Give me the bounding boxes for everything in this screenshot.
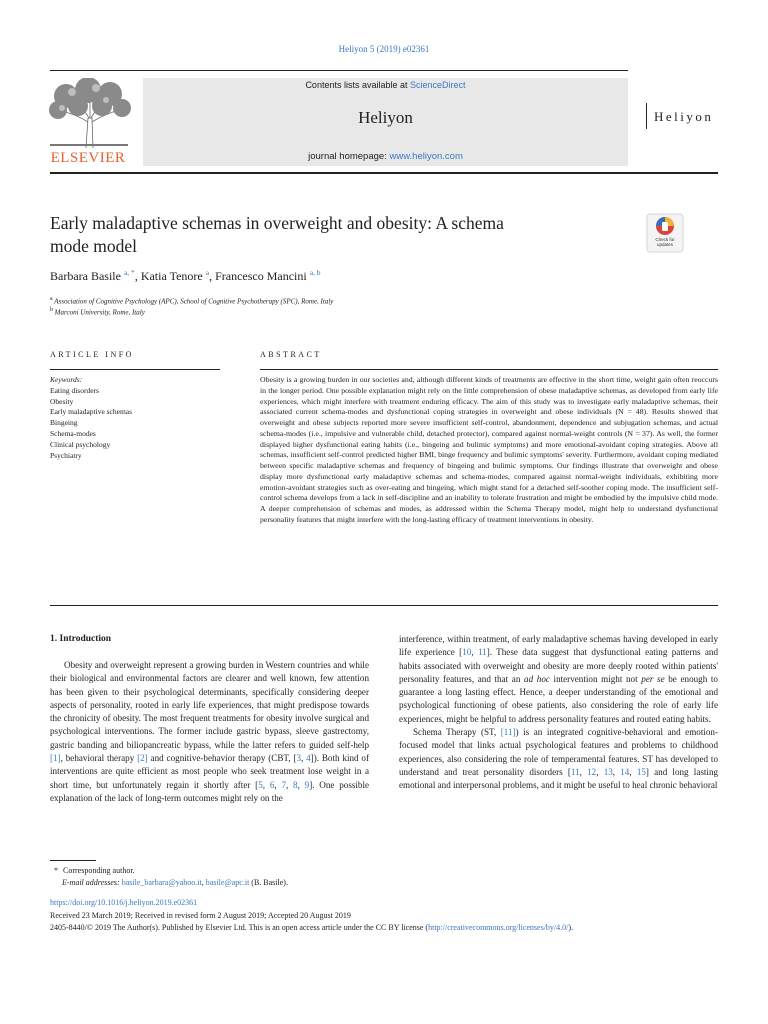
intro-paragraph: Obesity and overweight represent a growing burden in Western countries and while their biological and environmental factors are clearer and well known, few attention has been given to their psychological determinants, specifically considering deeper aspects of personality, rooted in early life experiences, that might predispose towards the chronicity of obesity. The most frequent treatments for obesity involve surgical and psychological interventions. The former include gastric bypass, sleeve gastrectomy, gastric banding and biliopancreatic bypass, while the latter refers to guided self-help [1], behavioral therapy [2] and cognitive-behavior therapy (CBT, [3, 4]). Both kind of interventions are quite efficient as most people who seek treatment lose weight in a short time, but unfortunately regain it shortly after [5, 6, 7, 8, 9]. One possible explanation of the lack of long-term outcomes might rely on the [50, 660, 370, 803]
author-affiliation-mark[interactable]: a [205, 268, 210, 277]
article-info-rule [50, 369, 220, 370]
citation-link[interactable]: 9 [304, 779, 310, 790]
email-link[interactable]: basile_barbara@yahoo.it [121, 878, 202, 887]
intro-paragraph: Schema Therapy (ST, [11]) is an integrated cognitive-behavioral and emotion-focused model that links actual psychological features and problems to childhood experiences, also considering the role of temperamental features. ST has developed to understand and treat personality disorders [11, 12, 13, 14, 15] and long lasting emotional and interpersonal problems, and it might be useful to heal chronic behavioral [399, 727, 719, 791]
banner-bottom-rule [50, 172, 718, 174]
license-link[interactable]: http://creativecommons.org/licenses/by/4.0/ [428, 923, 569, 932]
author-name: Katia Tenore [140, 269, 203, 283]
intro-paragraph: interference, within treatment, of early maladaptive schemas having developed in early life experience [10, 11]. These data suggest that dysfunctional eating patterns and habits associated with overweight and obesity are more deeply rooted within patients' personality features, and that an ad hoc intervention might not per se be enough to guarantee a long lasting effect. Hence, a deeper understanding of the emotional and psychological functioning of obese patients, also considering the role of early life experiences, might be helpful to address personality features and routed eating habits. [399, 634, 718, 724]
check-for-updates-badge[interactable] [646, 213, 684, 253]
introduction-heading: 1. Introduction [50, 634, 112, 644]
homepage-line [143, 151, 628, 162]
homepage-link[interactable]: www.heliyon.com [389, 151, 463, 162]
sciencedirect-link[interactable]: ScienceDirect [410, 80, 466, 90]
keyword-item: Schema-modes [50, 428, 96, 438]
title-line-2: mode model [50, 236, 137, 256]
author-name: Barbara Basile [50, 269, 121, 283]
citation-link[interactable]: 12 [587, 766, 597, 777]
check-for-updates-icon [646, 213, 684, 253]
citation-link[interactable]: 15 [636, 766, 646, 777]
contents-prefix: Contents lists available at [305, 80, 408, 90]
footnote-rule [50, 860, 96, 861]
intro-left-column [50, 659, 369, 805]
received-dates: Received 23 March 2019; Received in revised form 2 August 2019; Accepted 20 August 2019 [50, 911, 351, 920]
brand-divider [646, 103, 647, 129]
author-name: Francesco Mancini [215, 269, 307, 283]
citation-link[interactable]: 11 [570, 766, 580, 777]
contents-line [143, 80, 628, 90]
citation-link[interactable]: 11 [477, 647, 487, 658]
citation-link[interactable]: [1] [50, 753, 61, 764]
heliyon-brand-logo: Heliyon [654, 109, 714, 124]
email-addresses: E-mail addresses: basile_barbara@yahoo.it, basile@apc.it (B. Basile). [62, 878, 288, 887]
citation-link[interactable]: [11] [500, 727, 516, 738]
journal-citation[interactable]: Heliyon 5 (2019) e02361 [338, 44, 430, 54]
keyword-item: Early maladaptive schemas [50, 407, 133, 417]
citation-link[interactable]: 4 [306, 753, 311, 764]
license-line: 2405-8440/© 2019 The Author(s). Published by Elsevier Ltd. This is an open access article under the CC BY license (http://creativecommons.org/licenses/by/4.0/). [50, 923, 574, 932]
abstract-heading: ABSTRACT [260, 350, 322, 359]
badge-label: Check for updates [655, 237, 675, 247]
keyword-item: Bingeing [50, 418, 78, 428]
keyword-item: Obesity [50, 396, 74, 406]
keywords-label: Keywords: [50, 375, 83, 384]
email-link[interactable]: basile@apc.it [205, 878, 250, 887]
affiliation-b: $^b$ Marconi University, Rome, Italy [50, 307, 145, 317]
citation-link[interactable]: 13 [603, 766, 613, 777]
keywords-list [50, 375, 132, 461]
abstract-rule [260, 369, 718, 370]
citation-link[interactable]: 3 [296, 753, 301, 764]
keyword-item: Clinical psychology [50, 439, 111, 449]
homepage-prefix: journal homepage: [308, 151, 387, 162]
keyword-item: Eating disorders [50, 385, 99, 395]
citation-link[interactable]: [2] [137, 753, 148, 764]
intro-right-column [399, 633, 718, 793]
article-title [50, 212, 580, 258]
header-rule [50, 70, 628, 71]
author-affiliation-mark[interactable]: a, b [309, 268, 321, 277]
journal-name: Heliyon [358, 108, 413, 127]
citation-link[interactable]: 6 [269, 779, 275, 790]
abstract-bottom-rule [50, 605, 718, 606]
author-list: Barbara Basile $^{a, *}$, Katia Tenore $^a$, Francesco Mancini $^{a, b}$ [50, 268, 321, 283]
citation-link[interactable]: 5 [258, 779, 263, 790]
article-info-heading: ARTICLE INFO [50, 350, 134, 359]
citation-link[interactable]: 14 [620, 766, 630, 777]
citation-link[interactable]: 8 [293, 779, 298, 790]
citation-link[interactable]: 10 [462, 647, 472, 658]
affiliation-a: $^a$ Association of Cognitive Psychology (APC), School of Cognitive Psychotherapy (SPC), Rome, Italy [50, 296, 334, 306]
elsevier-wordmark: ELSEVIER [50, 150, 126, 166]
title-line-1: Early maladaptive schemas in overweight and obesity: A schema [50, 213, 504, 233]
doi-link[interactable]: https://doi.org/10.1016/j.heliyon.2019.e02361 [50, 898, 198, 907]
citation-link[interactable]: 7 [281, 779, 286, 790]
abstract-text: Obesity is a growing burden in our societies and, although different kinds of treatments are effective in the short time, weight gain often reoccurs in the longer period. One possible explanation might rely on the little comprehension of obese maladaptive schemas, as developed from early life experiences, which might interfere with treatment enduring efficacy. The aim of this study was to investigate early maladaptive schemas, their associated current schema-modes and dysfunctional coping strategies in overweight and obese individuals (N = 48). Results showed that overweight and obese subjects reported more severe insufficient self-control, abandonment, dependence and subjugation schemas, and actual schema-modes (i.e., impulsive and vulnerable child, detached protector), compared against normal-weight controls (N = 37). As well, the former displayed higher dysfunctional eating habits (i.e., bingeing and bulimic symptoms) and more emotional-avoidant coping strategies. Above all schemas, insufficient self-control predicted higher BMI, binge frequency and bulimic symptoms' severity. Furthermore, avoidant coping mediated between specific maladaptive schemas and frequency of bingeing and bulimic symptoms. Our findings illustrate that overweight and obese display more dysfunctional early maladaptive schemas and schema-modes, compared against normal-weight individuals, exhibiting more emotion-avoidant strategies such as over-eating and bingeing, which might stand for a detached self-soother coping mode. The insufficient self-control schema develops from a lack in self-discipline and an inability to tolerate frustration and might be embodied by the impulsive child mode. A deeper comprehension of schemas and modes, as addressed within the Schema Therapy model, might help to understand dysfunctional personality features that might interfere with the long-lasting efficacy of treatment interventions in obesity. [260, 375, 718, 524]
corresponding-author-note: * Corresponding author. [54, 866, 135, 875]
author-affiliation-mark[interactable]: a, * [123, 268, 135, 277]
keyword-item: Psychiatry [50, 450, 82, 460]
